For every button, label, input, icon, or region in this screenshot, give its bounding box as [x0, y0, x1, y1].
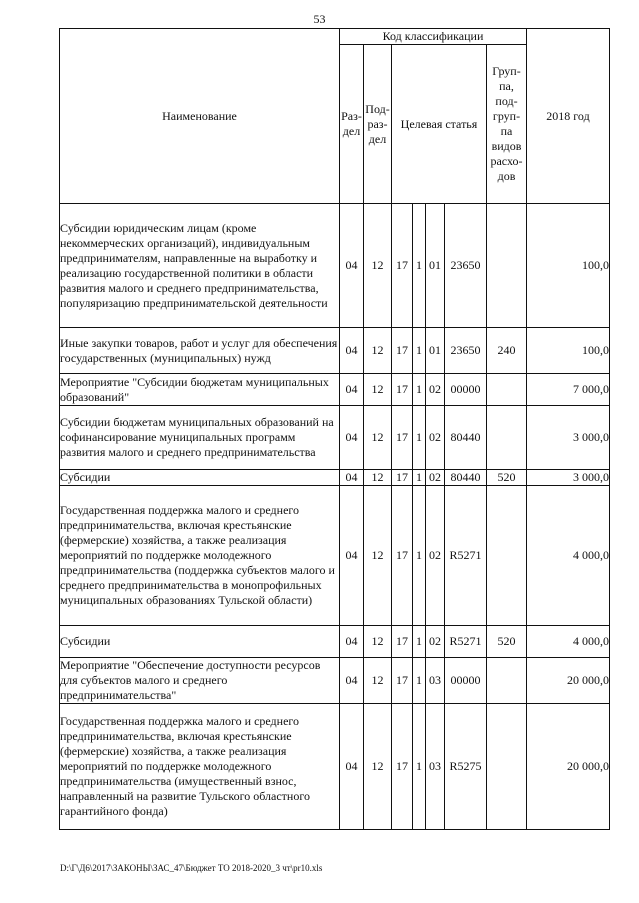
cell-cs1: 17 — [392, 486, 413, 626]
cell-podrazdel: 12 — [364, 658, 392, 704]
cell-podrazdel: 12 — [364, 204, 392, 328]
cell-cs1: 17 — [392, 658, 413, 704]
table-row — [60, 626, 610, 658]
cell-cs2: 1 — [413, 704, 426, 830]
table-row — [60, 328, 610, 374]
cell-cs1: 17 — [392, 204, 413, 328]
cell-name: Государственная поддержка малого и среднего предпринимательства, включая крестьянские (фермерские) хозяйства, а также реализация мероприятий по поддержке молодежного предпринимательства (поддержка субъектов малого и среднего предпринимательства в монопрофильных муниципальных образованиях Тульской области) — [60, 486, 340, 626]
header-code-group: Код классификации — [340, 29, 527, 45]
cell-name: Мероприятие "Обеспечение доступности ресурсов для субъектов малого и среднего предпринимательства" — [60, 658, 340, 704]
cell-name: Субсидии — [60, 470, 340, 486]
cell-vr — [487, 374, 527, 406]
cell-name: Субсидии юридическим лицам (кроме некоммерческих организаций), индивидуальным предпринимателям, направленные на выработку и реализацию государственной политики в области развития малого и среднего предпринимательства, популяризацию предпринимательской деятельности — [60, 204, 340, 328]
cell-cs2: 1 — [413, 204, 426, 328]
cell-podrazdel: 12 — [364, 406, 392, 470]
cell-cs1: 17 — [392, 328, 413, 374]
cell-cs1: 17 — [392, 470, 413, 486]
cell-razdel: 04 — [340, 470, 364, 486]
header-expense-type: Груп- па, под- груп- па видов расхо- дов — [487, 45, 527, 204]
cell-cs4: 23650 — [445, 328, 487, 374]
cell-podrazdel: 12 — [364, 328, 392, 374]
header-name: Наименование — [60, 29, 340, 204]
cell-cs3: 02 — [426, 374, 445, 406]
cell-cs2: 1 — [413, 406, 426, 470]
cell-podrazdel: 12 — [364, 470, 392, 486]
cell-podrazdel: 12 — [364, 486, 392, 626]
table-row — [60, 704, 610, 830]
cell-amount: 3 000,0 — [527, 470, 610, 486]
cell-vr — [487, 658, 527, 704]
cell-vr — [487, 204, 527, 328]
cell-cs2: 1 — [413, 626, 426, 658]
cell-amount: 4 000,0 — [527, 626, 610, 658]
budget-table — [59, 28, 610, 830]
cell-amount: 7 000,0 — [527, 374, 610, 406]
cell-cs4: 80440 — [445, 470, 487, 486]
cell-amount: 20 000,0 — [527, 704, 610, 830]
cell-razdel: 04 — [340, 486, 364, 626]
table-body — [60, 204, 610, 830]
cell-cs1: 17 — [392, 406, 413, 470]
cell-vr: 240 — [487, 328, 527, 374]
table-row — [60, 204, 610, 328]
header-subsection: Под- раз- дел — [364, 45, 392, 204]
cell-cs4: 23650 — [445, 204, 487, 328]
cell-cs2: 1 — [413, 658, 426, 704]
cell-cs4: 00000 — [445, 658, 487, 704]
cell-amount: 100,0 — [527, 328, 610, 374]
cell-cs2: 1 — [413, 486, 426, 626]
cell-name: Мероприятие "Субсидии бюджетам муниципальных образований" — [60, 374, 340, 406]
cell-podrazdel: 12 — [364, 374, 392, 406]
cell-podrazdel: 12 — [364, 626, 392, 658]
cell-podrazdel: 12 — [364, 704, 392, 830]
cell-cs3: 01 — [426, 204, 445, 328]
cell-cs3: 03 — [426, 704, 445, 830]
cell-cs1: 17 — [392, 374, 413, 406]
table-row — [60, 658, 610, 704]
table-row — [60, 486, 610, 626]
cell-razdel: 04 — [340, 204, 364, 328]
page-number: 53 — [313, 12, 326, 26]
table-row — [60, 374, 610, 406]
cell-name: Субсидии — [60, 626, 340, 658]
cell-razdel: 04 — [340, 704, 364, 830]
cell-name: Иные закупки товаров, работ и услуг для обеспечения государственных (муниципальных) нужд — [60, 328, 340, 374]
cell-cs3: 02 — [426, 470, 445, 486]
cell-amount: 100,0 — [527, 204, 610, 328]
cell-amount: 20 000,0 — [527, 658, 610, 704]
file-path-footer: D:\Г\Д6\2017\ЗАКОНЫ\ЗАС_47\Бюджет ТО 2018-2020_3 чт\pr10.xls — [60, 863, 323, 873]
cell-name: Субсидии бюджетам муниципальных образований на софинансирование муниципальных программ развития малого и среднего предпринимательства — [60, 406, 340, 470]
cell-cs4: R5271 — [445, 626, 487, 658]
cell-cs4: 80440 — [445, 406, 487, 470]
cell-cs4: R5275 — [445, 704, 487, 830]
cell-cs3: 02 — [426, 626, 445, 658]
cell-cs2: 1 — [413, 328, 426, 374]
cell-cs3: 01 — [426, 328, 445, 374]
cell-cs1: 17 — [392, 704, 413, 830]
cell-razdel: 04 — [340, 374, 364, 406]
cell-razdel: 04 — [340, 406, 364, 470]
table-row — [60, 470, 610, 486]
cell-cs3: 03 — [426, 658, 445, 704]
cell-cs3: 02 — [426, 486, 445, 626]
cell-name: Государственная поддержка малого и среднего предпринимательства, включая крестьянские (фермерские) хозяйства, а также реализация мероприятий по поддержке молодежного предпринимательства (имущественный взнос, направленный на развитие Тульского областного гарантийного фонда) — [60, 704, 340, 830]
header-section: Раз- дел — [340, 45, 364, 204]
header-year: 2018 год — [527, 29, 610, 204]
cell-amount: 4 000,0 — [527, 486, 610, 626]
cell-cs4: R5271 — [445, 486, 487, 626]
cell-cs3: 02 — [426, 406, 445, 470]
header-row-1 — [60, 29, 610, 45]
cell-razdel: 04 — [340, 658, 364, 704]
cell-vr — [487, 406, 527, 470]
table-row — [60, 406, 610, 470]
cell-vr — [487, 704, 527, 830]
cell-cs2: 1 — [413, 374, 426, 406]
cell-vr: 520 — [487, 626, 527, 658]
cell-razdel: 04 — [340, 626, 364, 658]
cell-cs1: 17 — [392, 626, 413, 658]
cell-cs2: 1 — [413, 470, 426, 486]
cell-cs4: 00000 — [445, 374, 487, 406]
cell-amount: 3 000,0 — [527, 406, 610, 470]
header-target: Целевая статья — [392, 45, 487, 204]
cell-vr — [487, 486, 527, 626]
cell-razdel: 04 — [340, 328, 364, 374]
cell-vr: 520 — [487, 470, 527, 486]
